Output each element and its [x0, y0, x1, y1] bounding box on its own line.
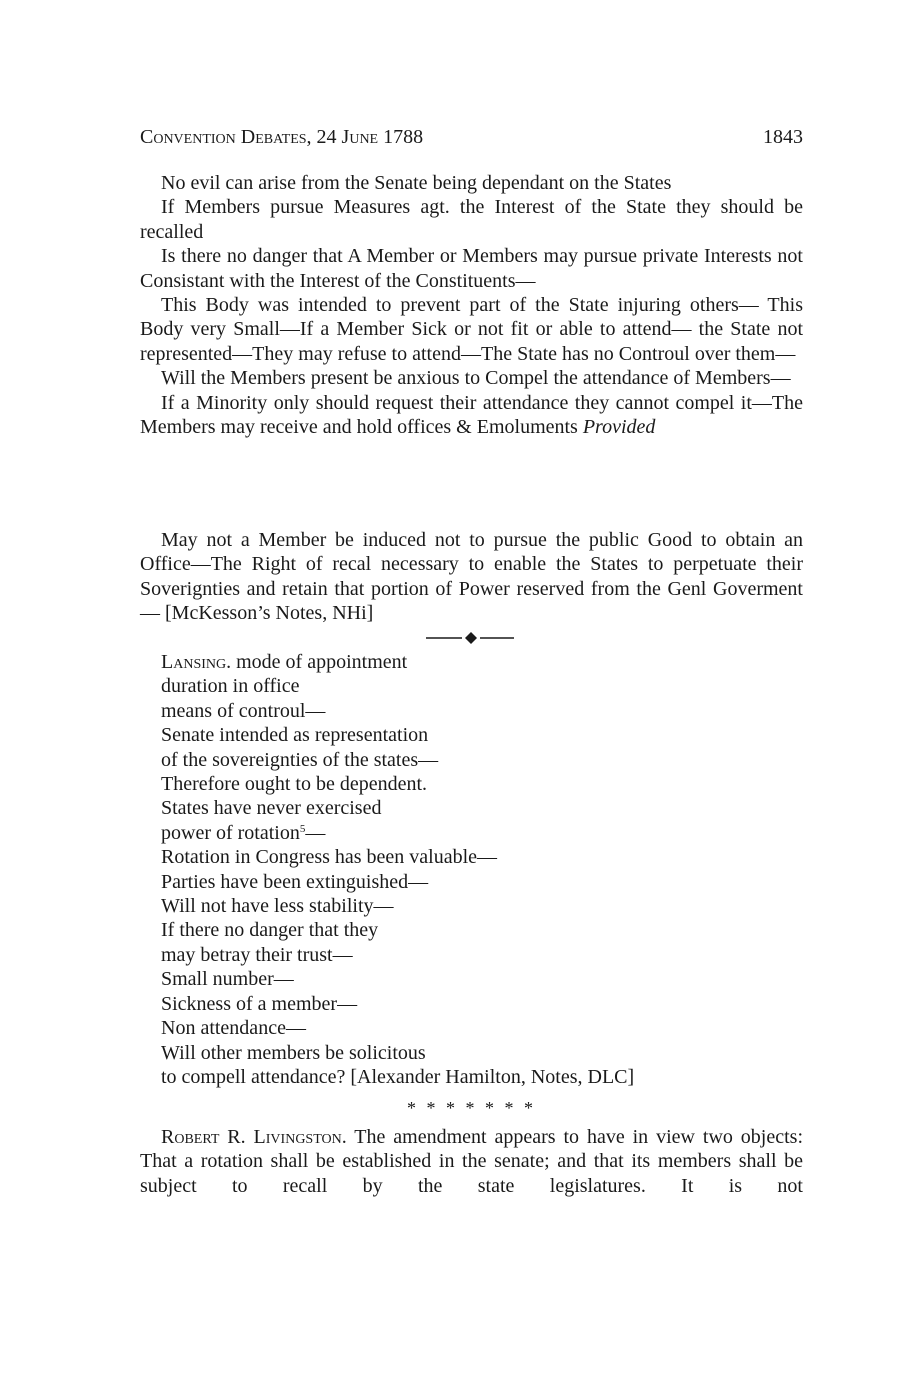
note-text: . mode of appointment: [226, 651, 408, 673]
note-line: [161, 821, 634, 845]
mckesson-notes: [140, 171, 803, 439]
running-head: [140, 122, 803, 152]
speech-text: . The amendment appears to have in view two objects: That a rotation shall be established in the senate; and that its members shall be subject to recall by the state legislatures. It is not: [140, 1126, 804, 1197]
paragraph: [140, 391, 803, 440]
paragraph: No evil can arise from the Senate being dependant on the States: [161, 172, 672, 194]
note-line: Small number—: [161, 968, 294, 991]
note-line: duration in office: [161, 675, 300, 698]
paragraph: If Members pursue Measures agt. the Interest of the State they should be recalled: [140, 196, 803, 243]
note-line: Sickness of a member—: [161, 992, 358, 1015]
section-separator: * * * * * * *: [407, 1098, 536, 1118]
paragraph: This Body was intended to prevent part of the State injuring others— This Body very Small—If a Member Sick or not fit or able to attend— the State not represented—They may refuse to attend—The State has no Controul over them—: [140, 294, 803, 365]
note-line: Rotation in Congress has been valuable—: [161, 846, 498, 869]
section-ornament: [426, 628, 516, 648]
page-number: 1843: [763, 126, 803, 148]
note-line: Parties have been extinguished—: [161, 870, 429, 893]
paragraph: [140, 1125, 803, 1198]
speaker-name: Lansing: [161, 651, 227, 673]
note-line: to compell attendance? [Alexander Hamilton, Notes, DLC]: [161, 1065, 635, 1088]
diamond-icon: [465, 632, 477, 644]
note-line: Will not have less stability—: [161, 895, 394, 918]
note-line: Therefore ought to be dependent.: [161, 773, 428, 796]
note-line: Senate intended as representation: [161, 724, 429, 747]
note-line: States have never exercised: [161, 797, 382, 820]
speaker-name: Robert R. Livingston: [161, 1126, 342, 1148]
note-text: —: [305, 821, 326, 844]
note-line: Non attendance—: [161, 1017, 306, 1040]
note-line: Will other members be solicitous: [161, 1041, 426, 1064]
running-title: Convention Debates, 24 June 1788: [140, 126, 424, 148]
note-line: If there no danger that they: [161, 919, 379, 942]
paragraph: May not a Member be induced not to pursue the public Good to obtain an Office—The Right of recal necessary to enable the States to perpetuate their Soverignties and retain that portion of Power reserved from the Genl Goverment— [McKesson’s Notes, NHi]: [140, 529, 803, 625]
note-text: power of rotation: [161, 821, 300, 844]
paragraph: Is there no danger that A Member or Members may pursue private Interests not Consistant with the Interest of the Constituents—: [140, 245, 803, 292]
note-line: may betray their trust—: [161, 943, 353, 966]
provided-text: Provided: [582, 416, 656, 439]
hamilton-notes: [161, 650, 634, 1089]
footnote-ref[interactable]: 5: [299, 822, 306, 835]
note-line: of the sovereignties of the states—: [161, 748, 439, 771]
note-line: [161, 650, 634, 674]
paragraph: Will the Members present be anxious to Compel the attendance of Members—: [161, 367, 791, 390]
note-line: means of controul—: [161, 699, 326, 722]
mckesson-closing: [140, 528, 803, 626]
minority-text: If a Minority only should request their attendance they cannot compel it—The Members may receive and hold offices & Emoluments: [140, 391, 803, 439]
livingston-speech: [140, 1125, 803, 1198]
